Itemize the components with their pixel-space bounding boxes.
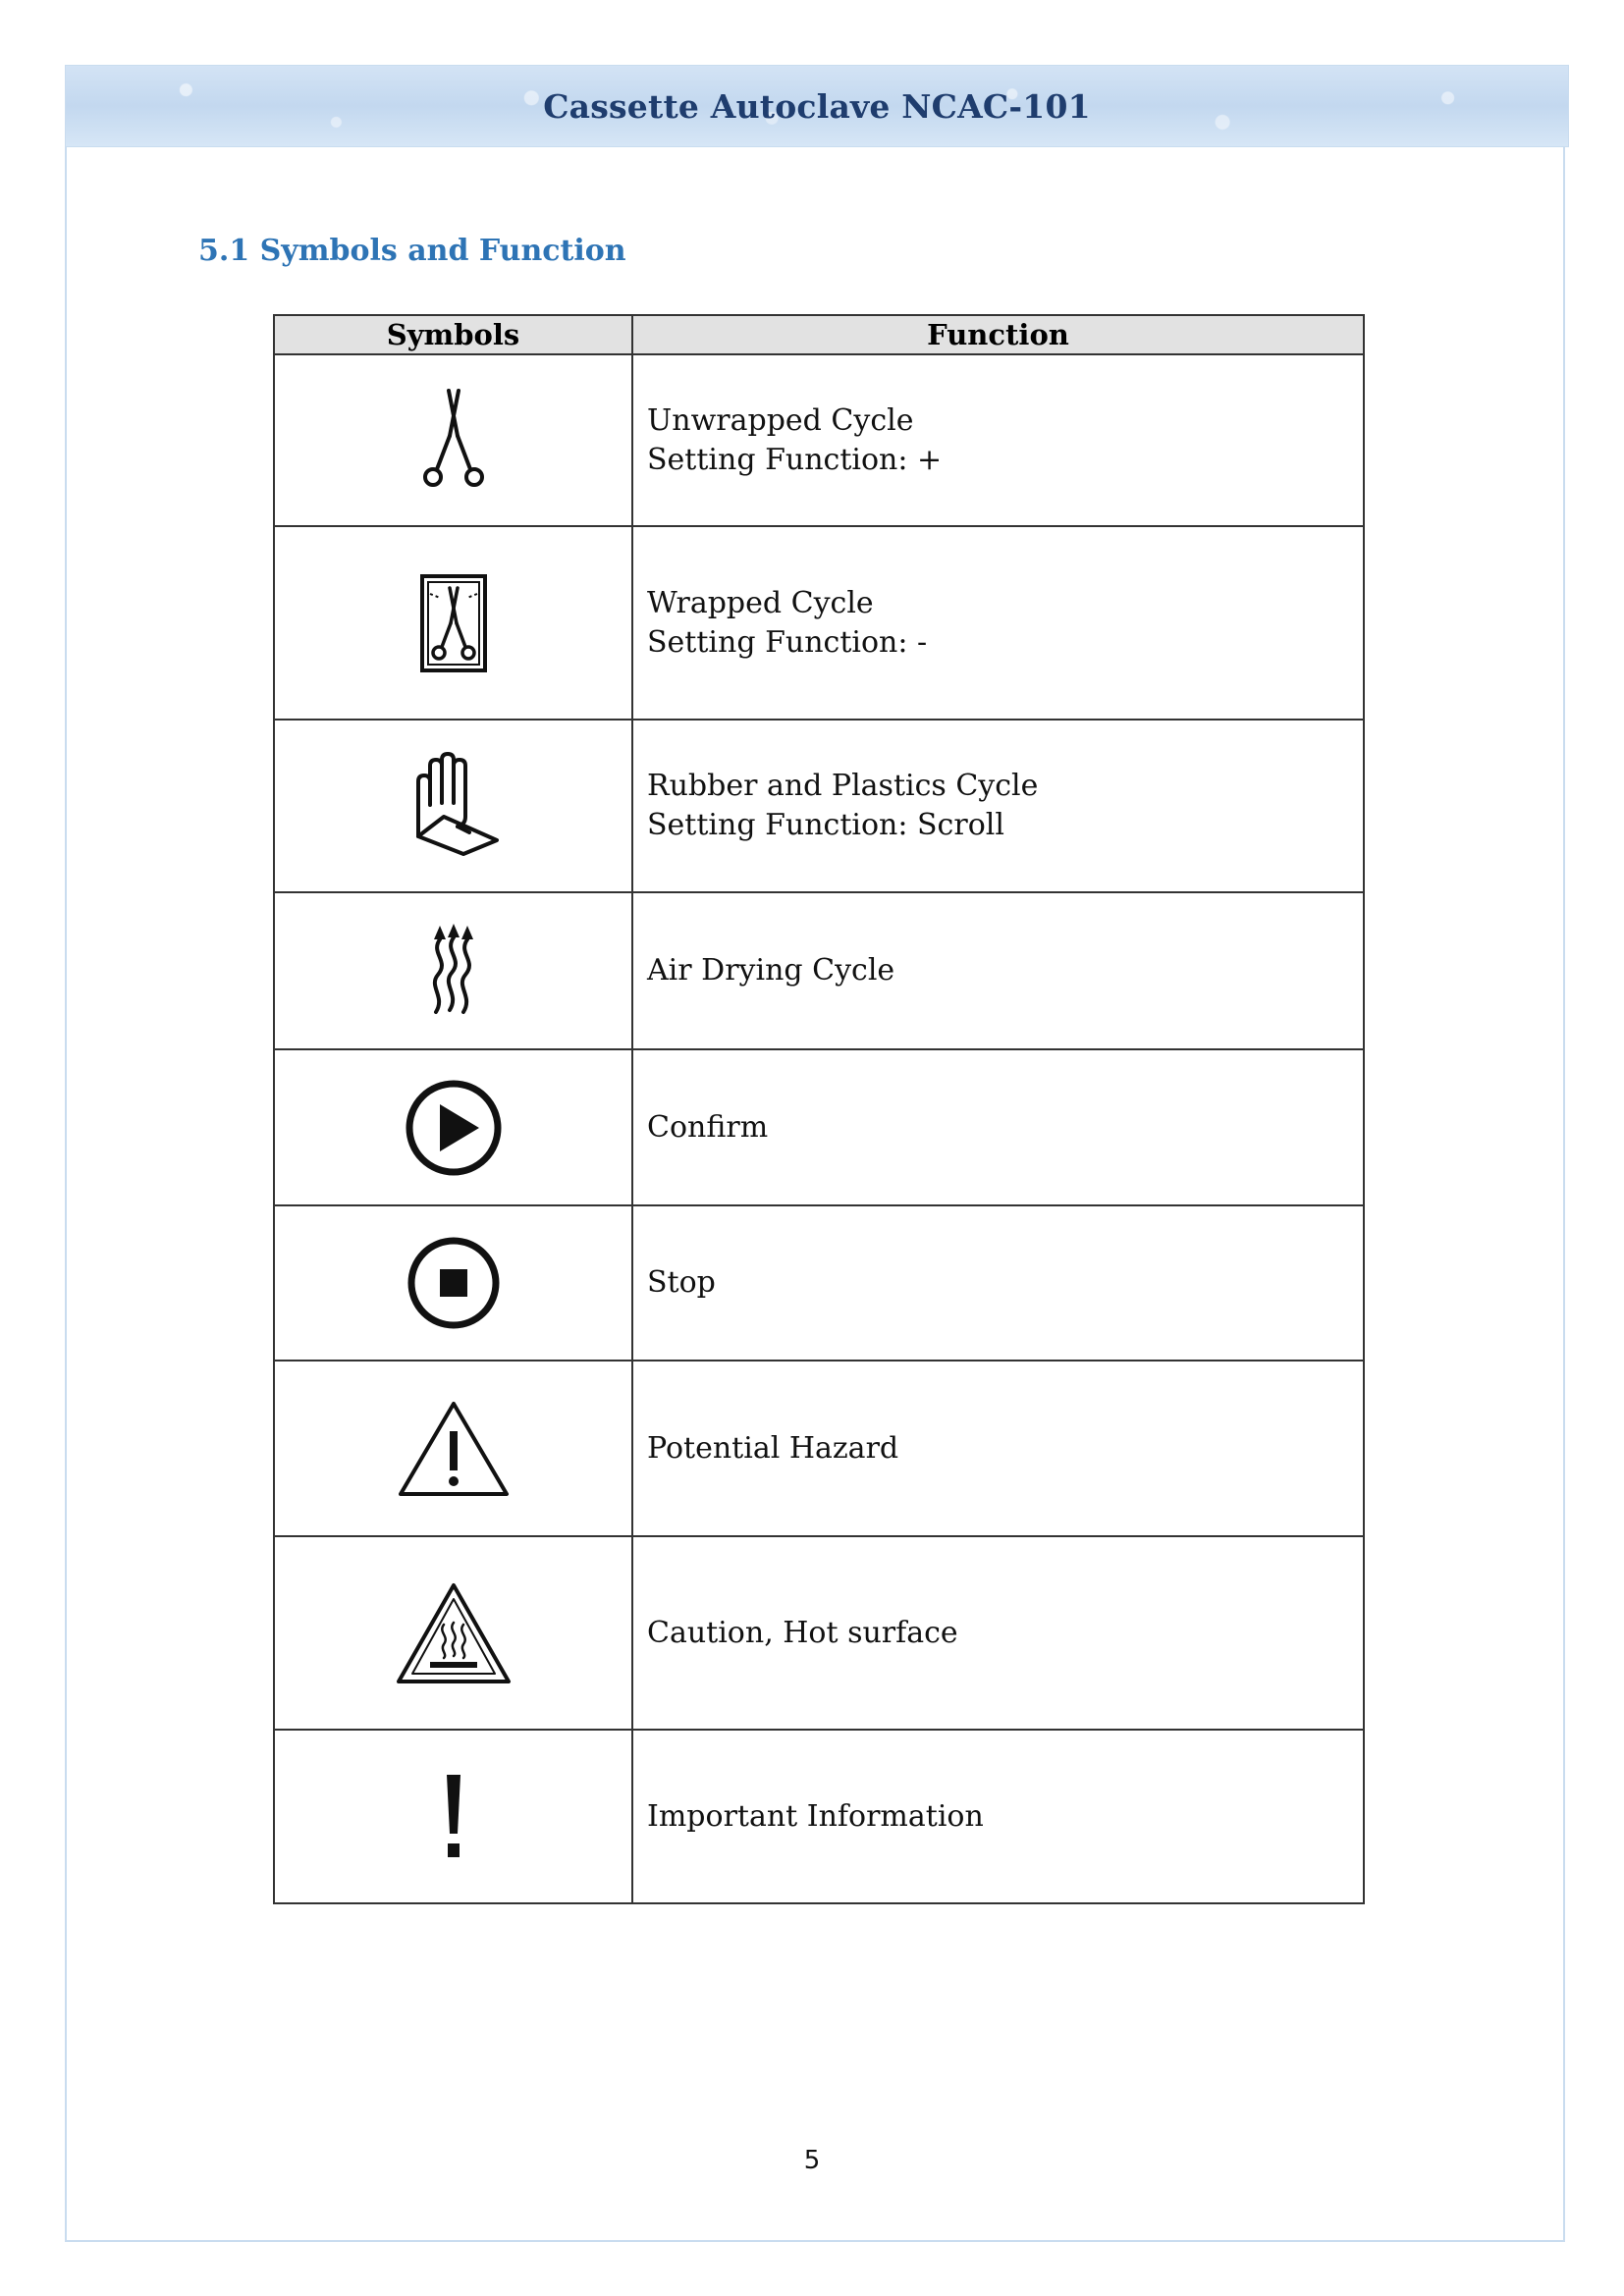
function-line: Stop xyxy=(647,1265,716,1300)
function-cell xyxy=(632,1730,1364,1903)
symbol-cell xyxy=(274,1536,632,1730)
section-heading: 5.1 Symbols and Function xyxy=(198,234,626,268)
table-row xyxy=(274,1361,1364,1536)
function-line: Caution, Hot surface xyxy=(647,1615,958,1650)
table-row xyxy=(274,526,1364,720)
page-number: 5 xyxy=(803,2146,821,2175)
symbol-cell xyxy=(274,1730,632,1903)
hot-surface-icon xyxy=(393,1623,514,1641)
function-line: Unwrapped Cycle xyxy=(647,402,914,438)
wrapped-instrument-icon xyxy=(416,613,491,631)
document-header xyxy=(65,65,1569,147)
function-line: Air Drying Cycle xyxy=(647,953,895,988)
function-line: Confirm xyxy=(647,1109,769,1145)
exclamation-icon xyxy=(439,1806,468,1825)
function-line: Setting Function: Scroll xyxy=(647,808,1004,842)
unwrapped-instrument-icon xyxy=(419,430,488,449)
symbol-cell xyxy=(274,1049,632,1205)
function-line: Important Information xyxy=(647,1798,984,1834)
table-row xyxy=(274,1049,1364,1205)
function-cell xyxy=(632,1536,1364,1730)
play-circle-icon xyxy=(403,1117,505,1136)
function-cell xyxy=(632,1361,1364,1536)
function-cell xyxy=(632,526,1364,720)
table-row xyxy=(274,720,1364,892)
symbols-table xyxy=(273,314,1365,1904)
table-row xyxy=(274,892,1364,1049)
warning-triangle-icon xyxy=(395,1438,513,1457)
function-line: Setting Function: - xyxy=(647,624,928,660)
air-drying-icon xyxy=(424,961,483,980)
symbol-cell xyxy=(274,1205,632,1361)
symbol-cell xyxy=(274,1361,632,1536)
table-row xyxy=(274,1205,1364,1361)
symbol-cell xyxy=(274,526,632,720)
function-cell xyxy=(632,1049,1364,1205)
column-header-symbols: Symbols xyxy=(274,315,632,354)
column-header-function: Function xyxy=(632,315,1364,354)
table-header-row xyxy=(274,315,1364,354)
table-row xyxy=(274,354,1364,526)
symbol-cell xyxy=(274,354,632,526)
function-cell xyxy=(632,354,1364,526)
table-row xyxy=(274,1536,1364,1730)
symbol-cell xyxy=(274,892,632,1049)
function-line: Wrapped Cycle xyxy=(647,585,874,620)
function-line: Rubber and Plastics Cycle xyxy=(647,769,1039,803)
function-cell xyxy=(632,720,1364,892)
function-cell xyxy=(632,892,1364,1049)
stop-circle-icon xyxy=(405,1273,503,1292)
function-line: Setting Function: + xyxy=(647,442,943,477)
function-cell xyxy=(632,1205,1364,1361)
symbol-cell xyxy=(274,720,632,892)
function-line: Potential Hazard xyxy=(647,1430,899,1466)
table-row xyxy=(274,1730,1364,1903)
document-title: Cassette Autoclave NCAC-101 xyxy=(543,86,1091,126)
glove-icon xyxy=(405,796,503,815)
